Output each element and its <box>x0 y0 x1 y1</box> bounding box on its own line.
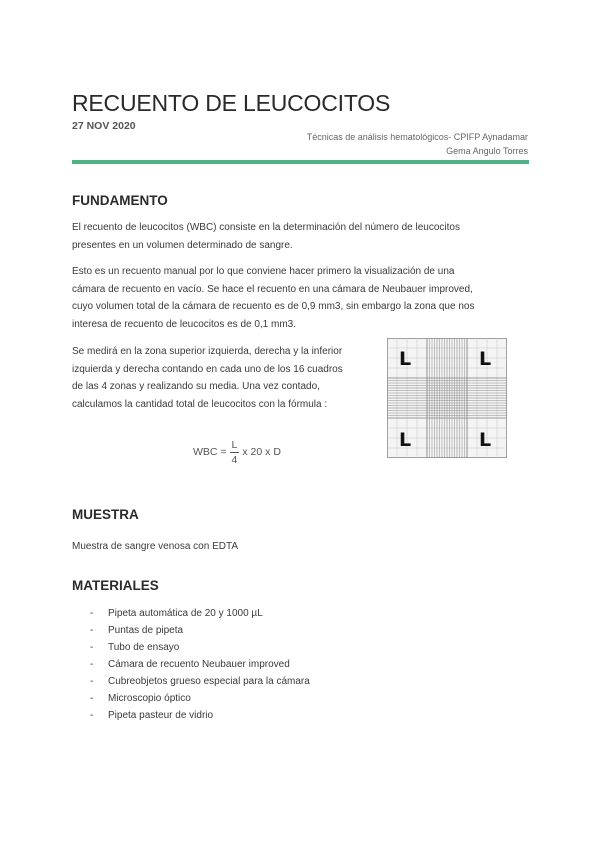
list-item-text: Cubreobjetos grueso especial para la cámara <box>108 676 310 687</box>
grid-label-top-left: L <box>399 348 412 370</box>
list-bullet: - <box>90 608 94 619</box>
grid-label-bottom-left: L <box>399 429 412 451</box>
list-item-text: Pipeta pasteur de vidrio <box>108 710 214 721</box>
text-line: cámara de recuento en vacío. Se hace el recuento en una cámara de Neubauer improved, <box>72 283 473 295</box>
document-title: RECUENTO DE LEUCOCITOS <box>72 90 391 116</box>
list-item-text: Pipeta automática de 20 y 1000 µL <box>108 608 263 619</box>
materials-list <box>90 605 310 724</box>
text-line: calculamos la cantidad total de leucocitos con la fórmula : <box>72 398 328 410</box>
list-item <box>90 656 310 673</box>
list-item <box>90 707 310 724</box>
document-date: 27 NOV 2020 <box>72 120 136 132</box>
list-bullet: - <box>90 659 94 670</box>
text-line: izquierda y derecha contando en cada uno de los 16 cuadros <box>72 363 343 375</box>
list-item-text: Cámara de recuento Neubauer improved <box>108 659 290 670</box>
fundamento-paragraph-2 <box>72 263 474 333</box>
formula-rhs: x 20 x D <box>242 446 281 458</box>
list-item <box>90 673 310 690</box>
muestra-text: Muestra de sangre venosa con EDTA <box>72 541 239 552</box>
list-bullet: - <box>90 625 94 636</box>
list-bullet: - <box>90 693 94 704</box>
header-divider <box>72 160 529 164</box>
list-item <box>90 690 310 707</box>
neubauer-grid-figure <box>387 338 507 458</box>
formula-numerator: L <box>231 438 238 451</box>
fundamento-paragraph-3 <box>72 343 343 413</box>
fundamento-paragraph-1 <box>72 219 460 254</box>
list-item <box>90 605 310 622</box>
text-line: El recuento de leucocitos (WBC) consiste en la determinación del número de leucocitos <box>72 222 460 233</box>
section-heading-muestra: MUESTRA <box>72 507 139 522</box>
list-item <box>90 639 310 656</box>
list-item-text: Microscopio óptico <box>108 693 191 704</box>
author-name: Gema Angulo Torres <box>446 145 528 156</box>
text-line: cuyo volumen total de la cámara de recuento es de 0,9 mm3, sin embargo la zona que nos <box>72 301 475 312</box>
course-name: Técnicas de análisis hematológicos- CPIFP Aynadamar <box>306 132 528 142</box>
list-item-text: Tubo de ensayo <box>108 642 180 653</box>
section-heading-materiales: MATERIALES <box>72 578 159 593</box>
list-bullet: - <box>90 642 94 653</box>
wbc-formula <box>193 434 281 470</box>
formula-lhs: WBC = <box>193 446 227 458</box>
list-item-text: Puntas de pipeta <box>108 625 184 636</box>
list-item <box>90 622 310 639</box>
formula-fraction <box>230 439 240 466</box>
grid-label-bottom-right: L <box>479 429 492 451</box>
text-line: Se medirá en la zona superior izquierda, derecha y la inferior <box>72 346 343 357</box>
list-bullet: - <box>90 710 94 721</box>
text-line: presentes en un volumen determinado de sangre. <box>72 239 293 251</box>
grid-label-top-right: L <box>479 348 492 370</box>
section-heading-fundamento: FUNDAMENTO <box>72 193 168 208</box>
text-line: interesa de recuento de leucocitos es de 0,1 mm3. <box>72 318 297 330</box>
document-meta <box>307 131 528 158</box>
formula-denominator: 4 <box>231 453 238 466</box>
text-line: Esto es un recuento manual por lo que conviene hacer primero la visualización de una <box>72 266 455 277</box>
text-line: de las 4 zonas y realizando su media. Una vez contado, <box>72 381 320 392</box>
list-bullet: - <box>90 676 94 687</box>
